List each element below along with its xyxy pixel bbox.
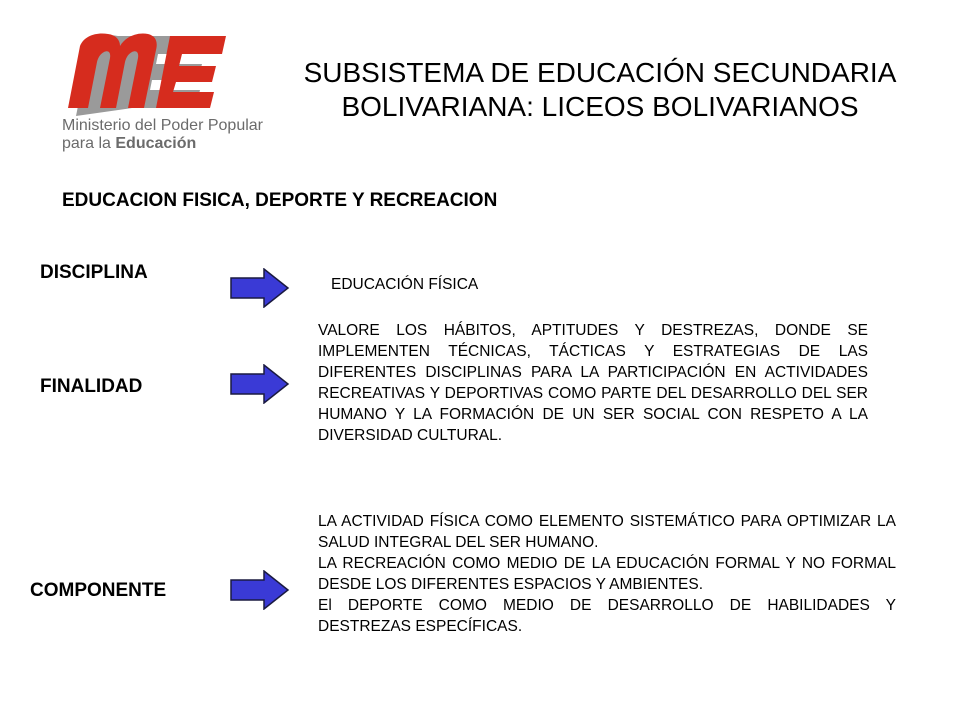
- componente-paragraph-2: LA RECREACIÓN COMO MEDIO DE LA EDUCACIÓN FORMAL Y NO FORMAL DESDE LOS DIFERENTES ESPACIOS Y AMBIENTES.: [318, 555, 896, 593]
- finalidad-text: [318, 320, 868, 446]
- finalidad-label: FINALIDAD: [40, 376, 143, 397]
- componente-label: COMPONENTE: [30, 580, 167, 601]
- disciplina-paragraph: EDUCACIÓN FÍSICA: [331, 276, 479, 293]
- logo-line-2: para la Educación: [62, 135, 197, 152]
- finalidad-paragraph: VALORE LOS HÁBITOS, APTITUDES Y DESTREZAS, DONDE SE IMPLEMENTEN TÉCNICAS, TÁCTICAS Y ESTRATEGIAS DE LAS DIFERENTES DISCIPLINAS PARA LA PARTICIPACIÓN EN ACTIVIDADES RECREATIVAS Y DEPORTIVAS COMO PARTE DEL DESARROLLO DEL SER HUMANO Y LA FORMACIÓN DE UN SER SOCIAL CON RESPETO A LA DIVERSIDAD CULTURAL.: [318, 322, 868, 444]
- arrow-right-icon: [230, 268, 290, 308]
- componente-paragraph-1: LA ACTIVIDAD FÍSICA COMO ELEMENTO SISTEMÁTICO PARA OPTIMIZAR LA SALUD INTEGRAL DEL SER HUMANO.: [318, 513, 896, 551]
- title-line-1: SUBSISTEMA DE EDUCACIÓN SECUNDARIA: [303, 57, 897, 88]
- arrow-right-icon: [230, 364, 290, 404]
- componente-text: [318, 511, 896, 637]
- section-heading: EDUCACION FISICA, DEPORTE Y RECREACION: [62, 190, 498, 211]
- logo-line-1: Ministerio del Poder Popular: [62, 117, 263, 134]
- disciplina-text: [331, 274, 631, 295]
- title-line-2: BOLIVARIANA: LICEOS BOLIVARIANOS: [341, 91, 859, 122]
- disciplina-label: DISCIPLINA: [40, 262, 148, 283]
- arrow-right-icon: [230, 570, 290, 610]
- slide-title: [250, 56, 950, 124]
- componente-paragraph-3: El DEPORTE COMO MEDIO DE DESARROLLO DE HABILIDADES Y DESTREZAS ESPECÍFICAS.: [318, 597, 896, 635]
- logo-mark: [68, 34, 226, 117]
